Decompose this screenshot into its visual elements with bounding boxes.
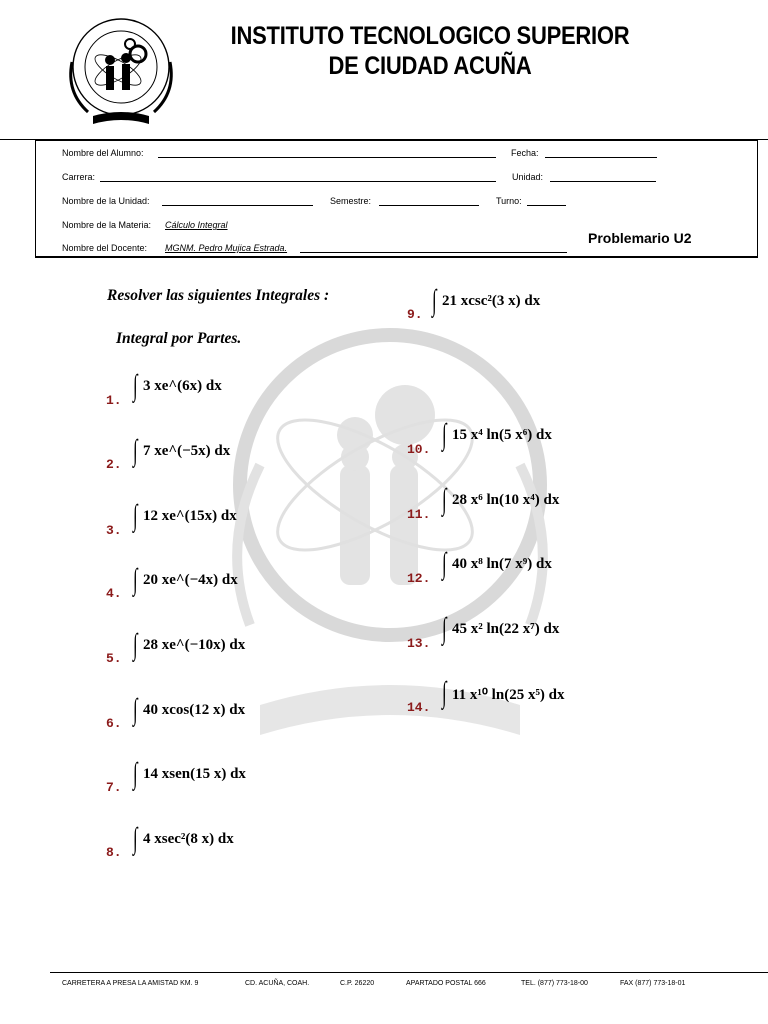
problem-integral: ∫ 3 xe^(6x) dx [133,369,222,402]
problem-number: 13. [407,636,431,651]
turno-field[interactable] [527,205,566,206]
turno-label: Turno: [496,196,522,206]
method-heading: Integral por Partes. [116,330,242,347]
semestre-label: Semestre: [330,196,372,206]
problem-integral: ∫ 11 x¹⁰ ln(25 x⁵) dx [442,676,565,709]
fecha-label: Fecha: [511,148,539,158]
instruction-heading: Resolver las siguientes Integrales : [107,287,330,304]
docente-field[interactable] [300,252,567,253]
unidad-label: Unidad: [512,172,544,182]
problem-number: 9. [407,307,423,322]
problem-number: 10. [407,442,431,457]
problemario-label: Problemario U2 [588,230,692,246]
footer-fax: FAX (877) 773-18-01 [620,980,686,987]
alumno-label: Nombre del Alumno: [62,148,144,158]
carrera-label: Carrera: [62,172,96,182]
problem-integral: ∫ 45 x² ln(22 x⁷) dx [442,612,560,645]
problem-integral: ∫ 28 x⁶ ln(10 x⁴) dx [442,483,560,516]
institute-logo [58,12,184,134]
problem-integral: ∫ 21 xcsc²(3 x) dx [432,284,541,317]
nombre-unidad-field[interactable] [162,205,313,206]
problem-number: 4. [106,586,122,601]
problem-number: 8. [106,845,122,860]
docente-value: MGNM. Pedro Mujica Estrada. [165,243,288,253]
problem-number: 12. [407,571,431,586]
problem-number: 6. [106,716,122,731]
unidad-field[interactable] [550,181,656,182]
semestre-field[interactable] [379,205,479,206]
problem-integral: ∫ 20 xe^(−4x) dx [133,563,238,596]
footer-apartado: APARTADO POSTAL 666 [406,980,486,987]
materia-label: Nombre de la Materia: [62,220,152,230]
fecha-field[interactable] [545,157,657,158]
footer-divider [50,972,768,973]
problem-integral: ∫ 4 xsec²(8 x) dx [133,822,234,855]
institute-title-line1: INSTITUTO TECNOLOGICO SUPERIOR [230,22,630,50]
problem-integral: ∫ 15 x⁴ ln(5 x⁶) dx [442,418,552,451]
problem-integral: ∫ 28 xe^(−10x) dx [133,628,246,661]
docente-label: Nombre del Docente: [62,243,148,253]
materia-value: Cálculo Integral [165,220,228,230]
problem-number: 5. [106,651,122,666]
footer-address: CARRETERA A PRESA LA AMISTAD KM. 9 [62,980,199,987]
problem-integral: ∫ 12 xe^(15x) dx [133,499,237,532]
alumno-field[interactable] [158,157,496,158]
nombre-unidad-label: Nombre de la Unidad: [62,196,150,206]
institute-title-line2: DE CIUDAD ACUÑA [328,52,532,80]
problem-integral: ∫ 40 x⁸ ln(7 x⁹) dx [442,547,552,580]
footer-city: CD. ACUÑA, COAH. [245,980,310,987]
problem-integral: ∫ 14 xsen(15 x) dx [133,757,246,790]
problem-number: 14. [407,700,431,715]
problem-number: 7. [106,780,122,795]
footer-tel: TEL. (877) 773-18-00 [521,980,588,987]
problem-integral: ∫ 7 xe^(−5x) dx [133,434,231,467]
problem-integral: ∫ 40 xcos(12 x) dx [133,693,246,726]
problem-number: 2. [106,457,122,472]
problem-number: 11. [407,507,431,522]
carrera-field[interactable] [100,181,496,182]
problem-number: 1. [106,393,122,408]
footer-cp: C.P. 26220 [340,980,375,987]
problem-number: 3. [106,523,122,538]
